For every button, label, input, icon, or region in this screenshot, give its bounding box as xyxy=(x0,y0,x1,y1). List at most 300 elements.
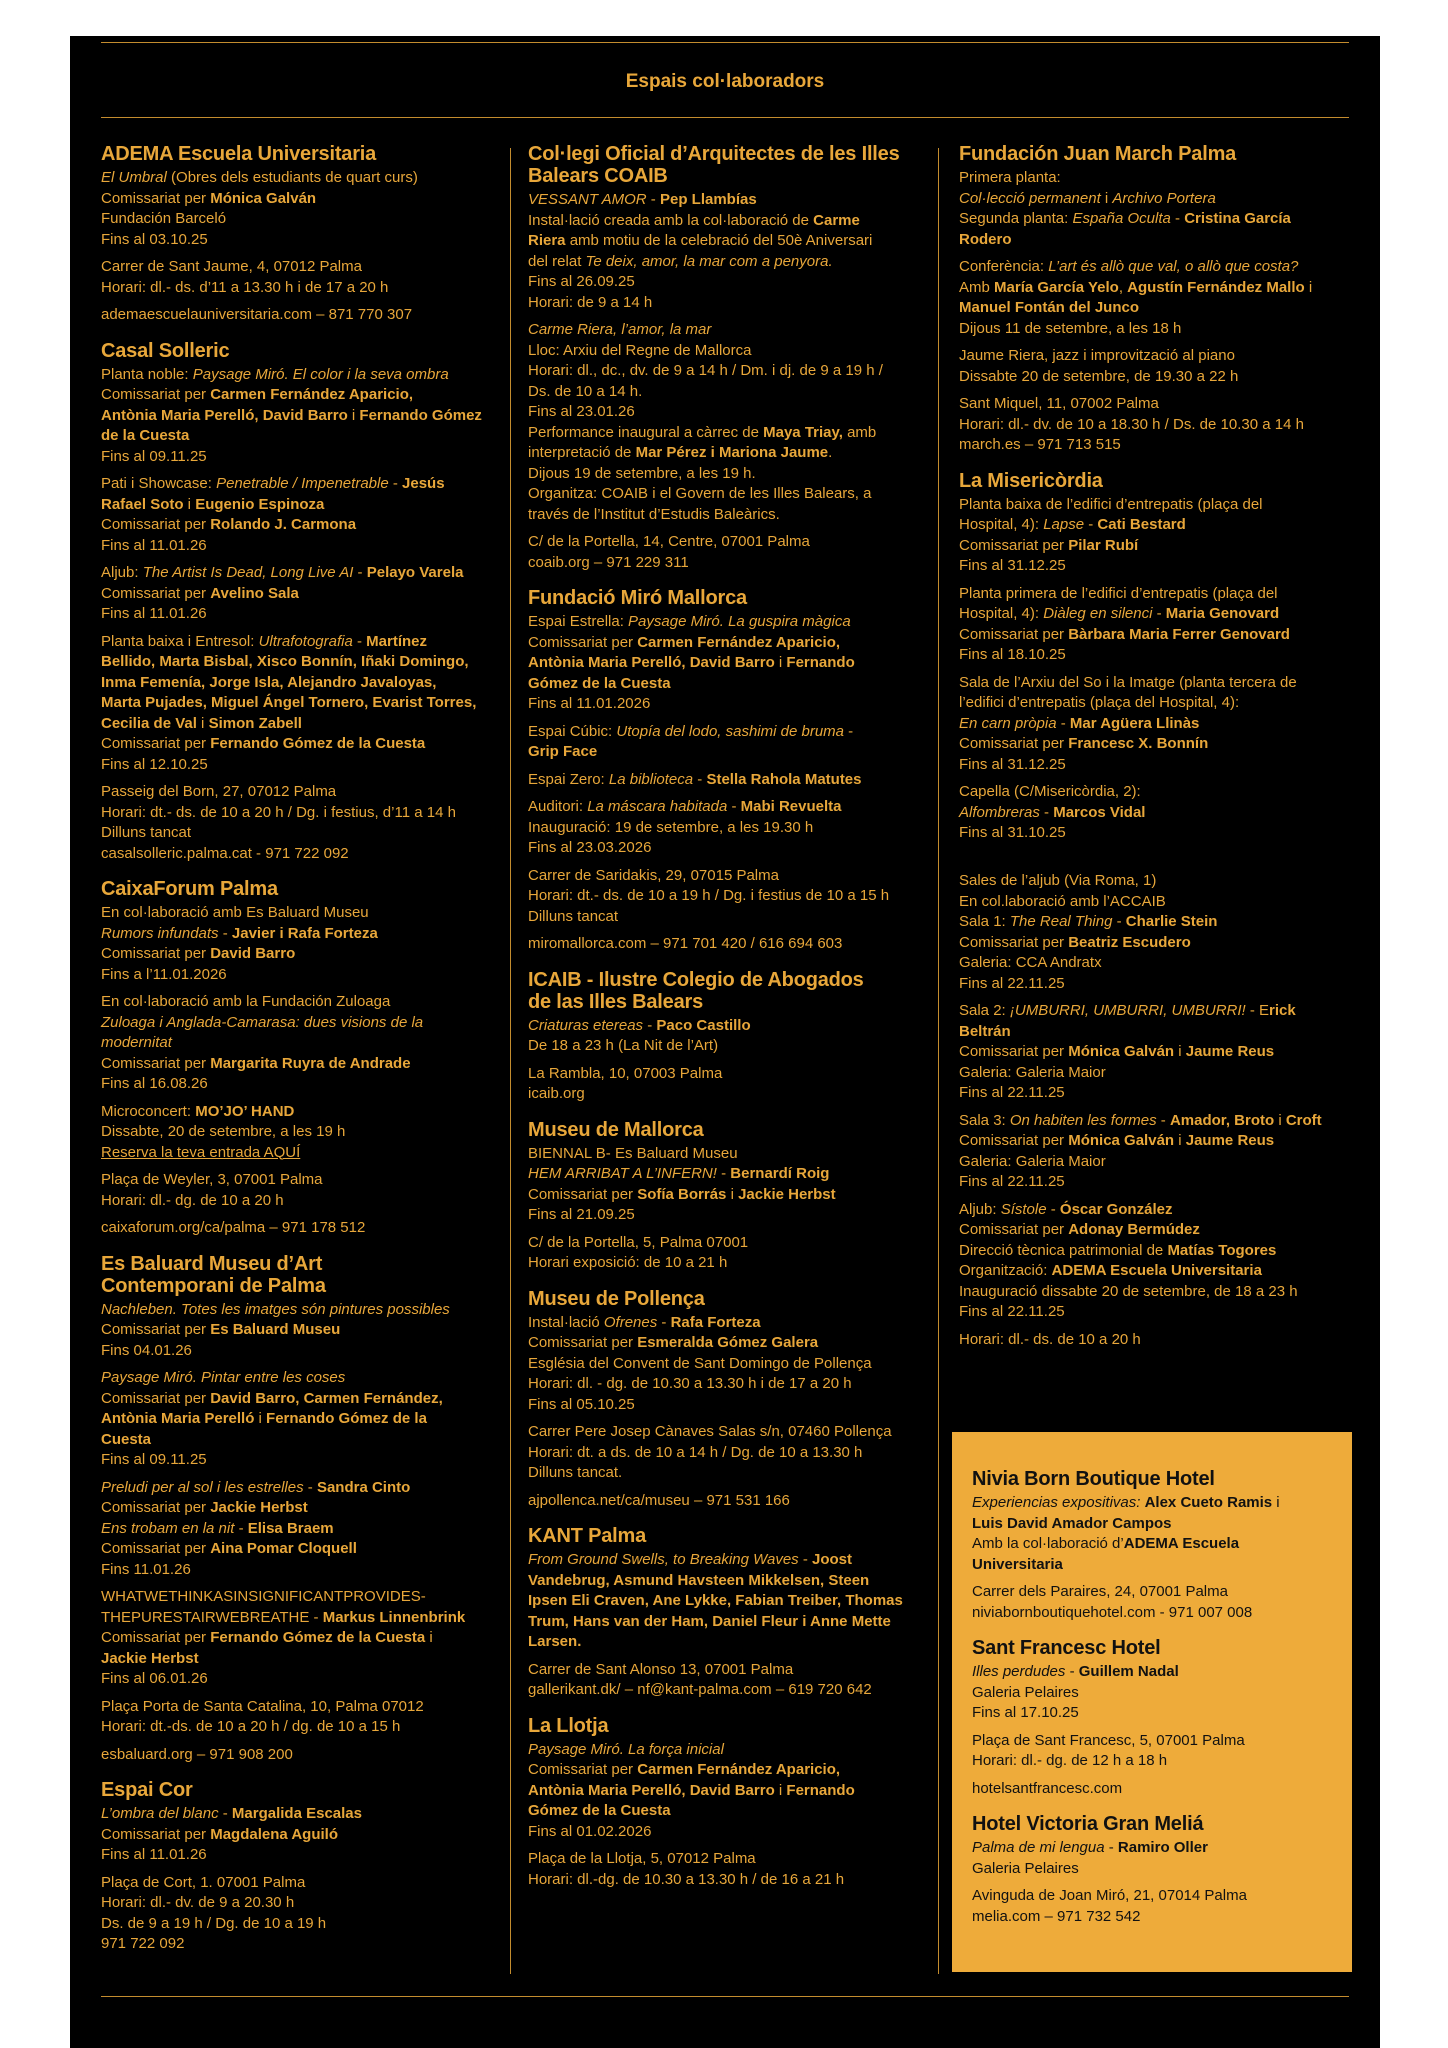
venue-title: ICAIB - Ilustre Colegio de Abogados de las Illes Balears xyxy=(528,968,864,1013)
text-line[interactable]: niviabornboutiquehotel.com - 971 007 008 xyxy=(972,1603,1253,1621)
venue-paragraph xyxy=(101,632,501,776)
venue-paragraph xyxy=(959,1001,1351,1104)
venue-paragraph xyxy=(101,563,501,625)
text-line: Horari: dl.- dv. de 9 a 20.30 h xyxy=(101,1894,295,1911)
text-line: Marta Pujades, Miguel Ángel Tornero, Evarist Torres, xyxy=(101,694,477,711)
text-line: Direcció tècnica patrimonial de Matías Togores xyxy=(959,1241,1277,1259)
text-line: Horari: dl. - dg. de 10.30 a 13.30 h i de 17 a 20 h xyxy=(528,1375,852,1392)
text-line: Horari: dl.- ds. d’11 a 13.30 h i de 17 a 20 h xyxy=(101,278,389,296)
venue-paragraph xyxy=(528,1491,933,1512)
text-line: del relat Te deix, amor, la mar com a penyora. xyxy=(528,252,833,270)
text-line: HEM ARRIBAT A L’INFERN! - Bernardí Roig xyxy=(528,1165,830,1182)
text-line: Dissabte 20 de setembre, de 19.30 a 22 h xyxy=(959,367,1239,385)
text-line: Fins al 16.08.26 xyxy=(101,1075,208,1092)
text-line: Plaça Porta de Santa Catalina, 10, Palma 07012 xyxy=(101,1697,424,1715)
venue-paragraph xyxy=(972,1662,1334,1724)
text-line: Plaça de la Llotja, 5, 07012 Palma xyxy=(528,1850,756,1867)
hotels-box xyxy=(952,1432,1352,1972)
venue-paragraph xyxy=(972,1886,1334,1927)
venue-paragraph xyxy=(101,782,501,864)
text-line[interactable]: gallerikant.dk/ – nf@kant-palma.com – 619 720 642 xyxy=(528,1681,872,1698)
venue-entry xyxy=(528,143,933,573)
text-line: Fins 11.01.26 xyxy=(101,1560,191,1578)
text-line: Comissariat per Fernando Gómez de la Cuesta i xyxy=(101,1629,433,1646)
text-line: Fins al 17.10.25 xyxy=(972,1704,1079,1721)
venue-entry xyxy=(528,1288,933,1512)
text-line: Fins al 09.11.25 xyxy=(101,447,207,465)
text-line: Horari: dl.- ds. de 10 a 20 h xyxy=(959,1330,1141,1348)
venue-paragraph xyxy=(101,1873,501,1955)
venue-paragraph xyxy=(972,1779,1334,1800)
venue-title: La Llotja xyxy=(528,1714,609,1737)
text-line: Sant Miquel, 11, 07002 Palma xyxy=(959,395,1159,412)
text-line: Ds. de 9 a 19 h / Dg. de 10 a 19 h xyxy=(101,1914,327,1932)
text-line: Fins al 31.12.25 xyxy=(959,755,1066,773)
text-line: Organitza: COAIB i el Govern de les Illes Balears, a xyxy=(528,485,872,502)
venue-paragraph xyxy=(959,394,1351,456)
text-line: VESSANT AMOR - Pep Llambías xyxy=(528,191,757,208)
text-line: Fins al 12.10.25 xyxy=(101,755,208,773)
text-line: Horari: dt. a ds. de 10 a 14 h / Dg. de 10 a 13.30 h xyxy=(528,1443,863,1461)
text-line: Galeria: CCA Andratx xyxy=(959,954,1102,971)
text-line: Segunda planta: España Oculta - Cristina García xyxy=(959,210,1291,227)
text-line: Performance inaugural a càrrec de Maya Triay, amb xyxy=(528,423,877,441)
text-line: Fins al 22.11.25 xyxy=(959,974,1065,992)
venue-paragraph xyxy=(959,1200,1351,1323)
venue-paragraph xyxy=(101,992,501,1095)
text-line: La Rambla, 10, 07003 Palma xyxy=(528,1064,723,1082)
venue-paragraph xyxy=(528,1422,933,1484)
text-line[interactable]: icaib.org xyxy=(528,1085,585,1102)
text-line: Comissariat per Jackie Herbst xyxy=(101,1499,308,1516)
text-line: En carn pròpia - Mar Agüera Llinàs xyxy=(959,714,1200,732)
text-line: Fins 04.01.26 xyxy=(101,1341,192,1359)
text-line: Instal·lació creada amb la col·laboració de Carme xyxy=(528,211,860,229)
text-line: Antònia Maria Perelló, David Barro i Fernando Gómez xyxy=(101,406,482,424)
text-line: Comissariat per Carmen Fernández Aparicio, xyxy=(101,386,414,403)
text-line: Església del Convent de Sant Domingo de Pollença xyxy=(528,1354,872,1372)
text-line: Ens trobam en la nit - Elisa Braem xyxy=(101,1519,334,1537)
text-line: Primera planta: xyxy=(959,169,1061,186)
text-line: Fins al 06.01.26 xyxy=(101,1670,208,1687)
text-line: Preludi per al sol i les estrelles - Sandra Cinto xyxy=(101,1478,411,1496)
text-line: Comissariat per Pilar Rubí xyxy=(959,536,1139,554)
text-line: Galeria Pelaires xyxy=(972,1683,1079,1701)
text-line: Capella (C/Misericòrdia, 2): xyxy=(959,783,1141,800)
venue-title: Museu de Pollença xyxy=(528,1287,705,1310)
venue-paragraph xyxy=(528,797,933,859)
venue-paragraph xyxy=(528,1660,933,1701)
text-line: Fins al 01.02.2026 xyxy=(528,1822,652,1840)
venue-paragraph xyxy=(101,1697,501,1738)
text-line: Horari: dl., dc., dv. de 9 a 14 h / Dm. i dj. de 9 a 19 h / xyxy=(528,362,883,379)
venue-title: La Misericòrdia xyxy=(959,469,1103,492)
text-line: Fins al 03.10.25 xyxy=(101,230,208,248)
venue-paragraph xyxy=(528,1064,933,1105)
text-line: Carrer dels Paraires, 24, 07001 Palma xyxy=(972,1583,1228,1600)
venue-entry xyxy=(101,1253,501,1766)
text-line: Fins al 18.10.25 xyxy=(959,646,1066,663)
text-line: Experiencias expositivas: Alex Cueto Ramis i xyxy=(972,1494,1280,1511)
page-title: Espais col·laboradors xyxy=(625,71,825,92)
text-line: Comissariat per Francesc X. Bonnín xyxy=(959,735,1209,752)
text-line: Nachleben. Totes les imatges són pintures possibles xyxy=(101,1300,450,1318)
text-line: Paysage Miró. Pintar entre les coses xyxy=(101,1369,346,1386)
text-line: Espai Cúbic: Utopía del lodo, sashimi de bruma - xyxy=(528,722,854,740)
text-line: El Umbral (Obres dels estudiants de quart curs) xyxy=(101,169,418,186)
text-line: Sala 1: The Real Thing - Charlie Stein xyxy=(959,913,1218,930)
text-line[interactable]: march.es – 971 713 515 xyxy=(959,436,1121,453)
text-line: C/ de la Portella, 14, Centre, 07001 Palma xyxy=(528,533,810,550)
venue-entry xyxy=(528,1525,933,1701)
text-line: Dilluns tancat. xyxy=(528,1464,623,1481)
column-2 xyxy=(528,143,933,1904)
text-line: Instal·lació Ofrenes - Rafa Forteza xyxy=(528,1313,761,1331)
text-line: Fins al 22.11.25 xyxy=(959,1173,1065,1190)
text-line: Comissariat per Esmeralda Gómez Galera xyxy=(528,1334,819,1351)
text-line: Galeria Pelaires xyxy=(972,1859,1079,1877)
venue-paragraph xyxy=(101,1170,501,1211)
venue-paragraph xyxy=(528,1016,933,1057)
text-line: Alfombreras - Marcos Vidal xyxy=(959,803,1146,821)
text-line: interpretació de Mar Pérez i Mariona Jaume. xyxy=(528,444,833,461)
text-line: Planta baixa i Entresol: Ultrafotografia - Martínez xyxy=(101,632,427,650)
text-line: Horari: dl.-dg. de 10.30 a 13.30 h / de 16 a 21 h xyxy=(528,1870,845,1888)
text-line: Palma de mi lengua - Ramiro Oller xyxy=(972,1839,1208,1856)
text-line: Aljub: The Artist Is Dead, Long Live AI - Pelayo Varela xyxy=(101,564,464,581)
text-line: Paysage Miró. La força inicial xyxy=(528,1740,724,1758)
venue-paragraph xyxy=(528,770,933,791)
text-line: Larsen. xyxy=(528,1633,582,1650)
text-line: Auditori: La máscara habitada - Mabi Revuelta xyxy=(528,798,842,815)
text-line: Dijous 11 de setembre, a les 18 h xyxy=(959,319,1182,337)
text-line: Jackie Herbst xyxy=(101,1649,199,1667)
text-line: Universitaria xyxy=(972,1555,1063,1573)
venue-paragraph xyxy=(101,1218,501,1239)
text-line: Illes perdudes - Guillem Nadal xyxy=(972,1663,1179,1680)
text-line: Microconcert: MO’JO’ HAND xyxy=(101,1102,295,1120)
text-line: Zuloaga i Anglada-Camarasa: dues visions de la xyxy=(101,1013,424,1031)
venue-paragraph xyxy=(959,851,1351,995)
text-line: Fins al 11.01.26 xyxy=(101,536,207,554)
top-rule xyxy=(101,42,1349,43)
text-line: Galeria: Galeria Maior xyxy=(959,1152,1106,1170)
text-line[interactable]: hotelsantfrancesc.com xyxy=(972,1779,1123,1797)
text-line: Horari: dl.- dg. de 12 h a 18 h xyxy=(972,1752,1168,1769)
text-line: Fins al 22.11.25 xyxy=(959,1303,1065,1320)
text-line: modernitat xyxy=(101,1034,172,1051)
text-line: En col·laboració amb la Fundación Zuloaga xyxy=(101,993,391,1010)
text-line: Avinguda de Joan Miró, 21, 07014 Palma xyxy=(972,1887,1247,1904)
venue-entry xyxy=(972,1468,1334,1623)
venue-paragraph xyxy=(528,1849,933,1890)
text-line: Comissariat per David Barro, Carmen Fernández, xyxy=(101,1389,443,1407)
text-line: Lloc: Arxiu del Regne de Mallorca xyxy=(528,341,752,359)
text-line: Vandebrug, Asmund Havsteen Mikkelsen, Steen xyxy=(528,1571,870,1589)
venue-title: Hotel Victoria Gran Meliá xyxy=(972,1813,1204,1835)
venue-paragraph xyxy=(101,365,501,468)
venue-title: Museu de Mallorca xyxy=(528,1118,704,1141)
text-line: Cuesta xyxy=(101,1430,152,1448)
text-line: En col.laboració amb l’ACCAIB xyxy=(959,892,1166,910)
text-line: Fundación Barceló xyxy=(101,210,227,227)
text-line: Passeig del Born, 27, 07012 Palma xyxy=(101,783,337,800)
text-line: Antònia Maria Perelló i Fernando Gómez de la xyxy=(101,1410,427,1427)
venue-entry xyxy=(528,1119,933,1274)
text-line: Fins al 31.10.25 xyxy=(959,824,1066,841)
bottom-rule xyxy=(101,1996,1349,1997)
venue-paragraph xyxy=(959,673,1351,776)
text-line: Sales de l’aljub (Via Roma, 1) xyxy=(959,872,1157,889)
text-line: Ds. de 10 a 14 h. xyxy=(528,382,643,400)
text-line: 971 722 092 xyxy=(101,1935,185,1952)
text-line: Cecilia de Val i Simon Zabell xyxy=(101,714,302,732)
venue-paragraph xyxy=(528,722,933,763)
venue-title: Espai Cor xyxy=(101,1779,193,1801)
venue-paragraph xyxy=(528,866,933,928)
text-line: Planta primera de l’edifici d’entrepatis (plaça del xyxy=(959,584,1278,602)
venue-paragraph xyxy=(101,257,501,298)
text-line[interactable]: ademaescuelauniversitaria.com – 871 770 307 xyxy=(101,306,413,323)
venue-paragraph xyxy=(101,903,501,985)
text-line: Dilluns tancat xyxy=(101,824,192,841)
venue-paragraph xyxy=(528,1313,933,1416)
text-line: Comissariat per Rolando J. Carmona xyxy=(101,516,357,533)
text-line: Grip Face xyxy=(528,743,598,760)
venue-title: Sant Francesc Hotel xyxy=(972,1637,1161,1659)
venue-paragraph xyxy=(528,934,933,955)
text-line: Col·lecció permanent i Archivo Portera xyxy=(959,189,1216,207)
venue-paragraph xyxy=(101,1478,501,1581)
text-line: Espai Zero: La biblioteca - Stella Rahola Matutes xyxy=(528,770,862,788)
venue-entry xyxy=(972,1637,1334,1799)
venue-paragraph xyxy=(101,168,501,250)
venue-paragraph xyxy=(101,1300,501,1362)
text-line: Sala 3: On habiten les formes - Amador, Broto i Croft xyxy=(959,1111,1322,1129)
venue-title: Col·legi Oficial d’Arquitectes de les Illes Balears COAIB xyxy=(528,143,900,187)
venue-paragraph xyxy=(959,495,1351,577)
text-line: Horari exposició: de 10 a 21 h xyxy=(528,1254,728,1271)
text-line: Jaume Riera, jazz i improvització al piano xyxy=(959,347,1235,364)
text-line: Carrer de Saridakis, 29, 07015 Palma xyxy=(528,866,779,884)
venue-title: Fundació Miró Mallorca xyxy=(528,587,747,609)
text-line: Comissariat per Bàrbara Maria Ferrer Genovard xyxy=(959,625,1290,643)
column-divider xyxy=(938,148,939,1974)
venue-paragraph xyxy=(101,474,501,556)
text-line: Comissariat per Avelino Sala xyxy=(101,584,299,602)
venue-entry xyxy=(101,1779,501,1955)
text-line: Espai Estrella: Paysage Miró. La guspira màgica xyxy=(528,613,851,630)
text-line: Carrer Pere Josep Cànaves Salas s/n, 07460 Pollença xyxy=(528,1423,892,1440)
text-line: Sala 2: ¡UMBURRI, UMBURRI, UMBURRI! - Erick xyxy=(959,1002,1296,1019)
text-line: Comissariat per Margarita Ruyra de Andrade xyxy=(101,1054,411,1072)
venue-title: Nivia Born Boutique Hotel xyxy=(972,1468,1215,1490)
text-line[interactable]: melia.com – 971 732 542 xyxy=(972,1907,1141,1925)
text-line: Carme Riera, l’amor, la mar xyxy=(528,321,712,338)
text-line: Comissariat per Es Baluard Museu xyxy=(101,1321,341,1338)
text-line: Comissariat per Fernando Gómez de la Cuesta xyxy=(101,735,426,752)
venue-paragraph xyxy=(959,168,1351,250)
text-line: Gómez de la Cuesta xyxy=(528,674,671,692)
text-line: Fins al 11.01.2026 xyxy=(528,695,651,712)
venue-paragraph xyxy=(101,305,501,326)
text-line: Fins al 22.11.25 xyxy=(959,1084,1065,1101)
text-line: Comissariat per Sofía Borrás i Jackie Herbst xyxy=(528,1185,836,1203)
text-line: Comissariat per Mónica Galván xyxy=(101,189,317,207)
text-line[interactable]: caixaforum.org/ca/palma – 971 178 512 xyxy=(101,1219,366,1236)
venue-title: CaixaForum Palma xyxy=(101,878,278,900)
text-line: Comissariat per Mónica Galván i Jaume Reus xyxy=(959,1043,1275,1060)
text-line: Beltrán xyxy=(959,1022,1011,1040)
text-line: Gómez de la Cuesta xyxy=(528,1802,671,1819)
text-line: Riera amb motiu de la celebració del 50è Aniversari xyxy=(528,232,873,249)
venue-title: Fundación Juan March Palma xyxy=(959,143,1237,165)
venue-paragraph xyxy=(528,320,933,525)
venue-entry xyxy=(972,1813,1334,1927)
text-line: Fins al 09.11.25 xyxy=(101,1451,207,1468)
text-line: Galeria: Galeria Maior xyxy=(959,1063,1106,1081)
venue-entry xyxy=(528,1715,933,1891)
venue-paragraph xyxy=(972,1582,1334,1623)
text-line: Dissabte, 20 de setembre, a les 19 h xyxy=(101,1123,346,1140)
text-line: Horari: dt.-ds. de 10 a 20 h / dg. de 10 a 15 h xyxy=(101,1718,401,1735)
venue-paragraph xyxy=(959,257,1351,339)
venue-paragraph xyxy=(101,1804,501,1866)
text-line: Horari: dl.- dv. de 10 a 18.30 h / Ds. de 10.30 a 14 h xyxy=(959,415,1304,433)
text-line: Plaça de Weyler, 3, 07001 Palma xyxy=(101,1171,323,1188)
venue-entry xyxy=(528,969,933,1105)
venue-entry xyxy=(101,878,501,1239)
text-line: Horari: de 9 a 14 h xyxy=(528,293,653,311)
text-line: L’ombra del blanc - Margalida Escalas xyxy=(101,1805,362,1822)
venue-paragraph xyxy=(959,584,1351,666)
text-line[interactable]: casalsolleric.palma.cat - 971 722 092 xyxy=(101,844,349,862)
text-line: Horari: dt.- ds. de 10 a 19 h / Dg. i festius de 10 a 15 h xyxy=(528,887,890,904)
text-line: Comissariat per Carmen Fernández Aparicio, xyxy=(528,633,841,651)
venue-paragraph xyxy=(528,532,933,573)
text-line: Plaça de Cort, 1. 07001 Palma xyxy=(101,1873,306,1891)
venue-paragraph xyxy=(972,1493,1334,1575)
text-line: Amb María García Yelo, Agustín Fernández Mallo i xyxy=(959,278,1313,296)
text-line: BIENNAL B- Es Baluard Museu xyxy=(528,1144,738,1162)
text-line: Inma Femenía, Jorge Isla, Alejandro Javaloyas, xyxy=(101,673,437,691)
venue-title: Es Baluard Museu d’Art Contemporani de Palma xyxy=(101,1252,326,1297)
text-line: Aljub: Sístole - Óscar González xyxy=(959,1200,1173,1218)
venue-paragraph xyxy=(101,1102,501,1164)
text-line: Comissariat per Beatriz Escudero xyxy=(959,933,1191,951)
text-line: Ipsen Eli Craven, Ane Lykke, Fabian Treiber, Thomas xyxy=(528,1592,903,1609)
text-line: Organització: ADEMA Escuela Universitaria xyxy=(959,1262,1262,1279)
venue-paragraph xyxy=(101,1745,501,1766)
venue-paragraph xyxy=(101,1368,501,1471)
text-line: Hospital, 4): Lapse - Cati Bestard xyxy=(959,516,1186,533)
text-line: Fins al 23.01.26 xyxy=(528,403,635,420)
column-1 xyxy=(101,143,501,1969)
text-line: Criaturas etereas - Paco Castillo xyxy=(528,1016,751,1034)
venue-paragraph xyxy=(959,346,1351,387)
text-line: Comissariat per David Barro xyxy=(101,945,296,962)
venue-paragraph xyxy=(972,1838,1334,1879)
text-line: Hospital, 4): Diàleg en silenci - Maria Genovard xyxy=(959,605,1280,622)
text-line[interactable]: Reserva la teva entrada AQUÍ xyxy=(101,1143,301,1161)
text-line: través de l’Institut d’Estudis Baleàrics. xyxy=(528,505,780,523)
text-line xyxy=(959,851,1351,872)
text-line: Comissariat per Magdalena Aguiló xyxy=(101,1825,338,1843)
venue-paragraph xyxy=(528,612,933,715)
venue-paragraph xyxy=(528,190,933,313)
text-line: Antònia Maria Perelló, David Barro i Fernando xyxy=(528,1781,855,1799)
text-line: Luis David Amador Campos xyxy=(972,1514,1172,1532)
venue-entry xyxy=(959,143,1351,456)
text-line: WHATWETHINKASINSIGNIFICANTPROVIDES- xyxy=(101,1588,426,1605)
text-line: Rumors infundats - Javier i Rafa Forteza xyxy=(101,924,378,942)
text-line: De 18 a 23 h (La Nit de l’Art) xyxy=(528,1037,719,1054)
text-line: Planta noble: Paysage Miró. El color i la seva ombra xyxy=(101,365,449,383)
text-line: Horari: dt.- ds. de 10 a 20 h / Dg. i festius, d’11 a 14 h xyxy=(101,803,456,821)
venue-paragraph xyxy=(528,1233,933,1274)
venue-paragraph xyxy=(972,1731,1334,1772)
text-line: de la Cuesta xyxy=(101,427,190,444)
venue-paragraph xyxy=(528,1740,933,1843)
text-line: Comissariat per Aina Pomar Cloquell xyxy=(101,1540,357,1557)
venue-entry xyxy=(101,340,501,865)
venue-title: KANT Palma xyxy=(528,1525,647,1547)
venue-paragraph xyxy=(959,1111,1351,1193)
venue-paragraph xyxy=(528,1144,933,1226)
venue-title: Casal Solleric xyxy=(101,339,230,362)
text-line: Manuel Fontán del Junco xyxy=(959,299,1140,316)
header-rule xyxy=(101,117,1349,118)
venue-entry xyxy=(101,143,501,326)
text-line: Fins al 26.09.25 xyxy=(528,273,635,290)
text-line: Bellido, Marta Bisbal, Xisco Bonnín, Iñaki Domingo, xyxy=(101,653,469,670)
page xyxy=(70,36,1380,2048)
text-line: Comissariat per Adonay Bermúdez xyxy=(959,1221,1200,1238)
venue-title: ADEMA Escuela Universitaria xyxy=(101,143,377,165)
text-line: Sala de l’Arxiu del So i la Imatge (planta tercera de xyxy=(959,673,1297,691)
text-line: Comissariat per Mónica Galván i Jaume Reus xyxy=(959,1132,1275,1149)
text-line: THEPURESTAIRWEBREATHE - Markus Linnenbrink xyxy=(101,1608,466,1626)
text-line: Fins al 31.12.25 xyxy=(959,557,1066,574)
text-line: Dilluns tancat xyxy=(528,907,619,925)
text-line[interactable]: coaib.org – 971 229 311 xyxy=(528,553,689,571)
text-line: Fins al 21.09.25 xyxy=(528,1206,635,1223)
text-line[interactable]: miromallorca.com – 971 701 420 / 616 694 603 xyxy=(528,935,843,952)
text-line: Inauguració dissabte 20 de setembre, de 18 a 23 h xyxy=(959,1282,1298,1300)
text-line: Horari: dl.- dg. de 10 a 20 h xyxy=(101,1191,284,1209)
text-line: Antònia Maria Perelló, David Barro i Fernando xyxy=(528,654,855,671)
text-line: Carrer de Sant Alonso 13, 07001 Palma xyxy=(528,1660,794,1678)
text-line: Plaça de Sant Francesc, 5, 07001 Palma xyxy=(972,1731,1245,1749)
text-line: Planta baixa de l’edifici d’entrepatis (plaça del xyxy=(959,495,1263,513)
column-3 xyxy=(959,143,1351,1364)
text-line: C/ de la Portella, 5, Palma 07001 xyxy=(528,1233,749,1251)
text-line: Amb la col·laboració d’ADEMA Escuela xyxy=(972,1535,1240,1552)
venue-paragraph xyxy=(101,1587,501,1690)
text-line: Inauguració: 19 de setembre, a les 19.30 h xyxy=(528,818,814,836)
text-line: Pati i Showcase: Penetrable / Impenetrable - Jesús xyxy=(101,475,445,492)
text-line: En col·laboració amb Es Baluard Museu xyxy=(101,904,369,921)
text-line: l’edifici d’entrepatis (plaça del Hospital, 4): xyxy=(959,694,1240,711)
text-line[interactable]: esbaluard.org – 971 908 200 xyxy=(101,1745,293,1763)
venue-paragraph xyxy=(959,782,1351,844)
venue-entry xyxy=(528,587,933,955)
venue-paragraph xyxy=(959,1330,1351,1351)
text-line: Comissariat per Carmen Fernández Aparicio, xyxy=(528,1761,841,1778)
text-line: Fins al 23.03.2026 xyxy=(528,839,652,856)
text-line: Dijous 19 de setembre, a les 19 h. xyxy=(528,464,756,482)
venue-entry xyxy=(959,470,1351,1351)
